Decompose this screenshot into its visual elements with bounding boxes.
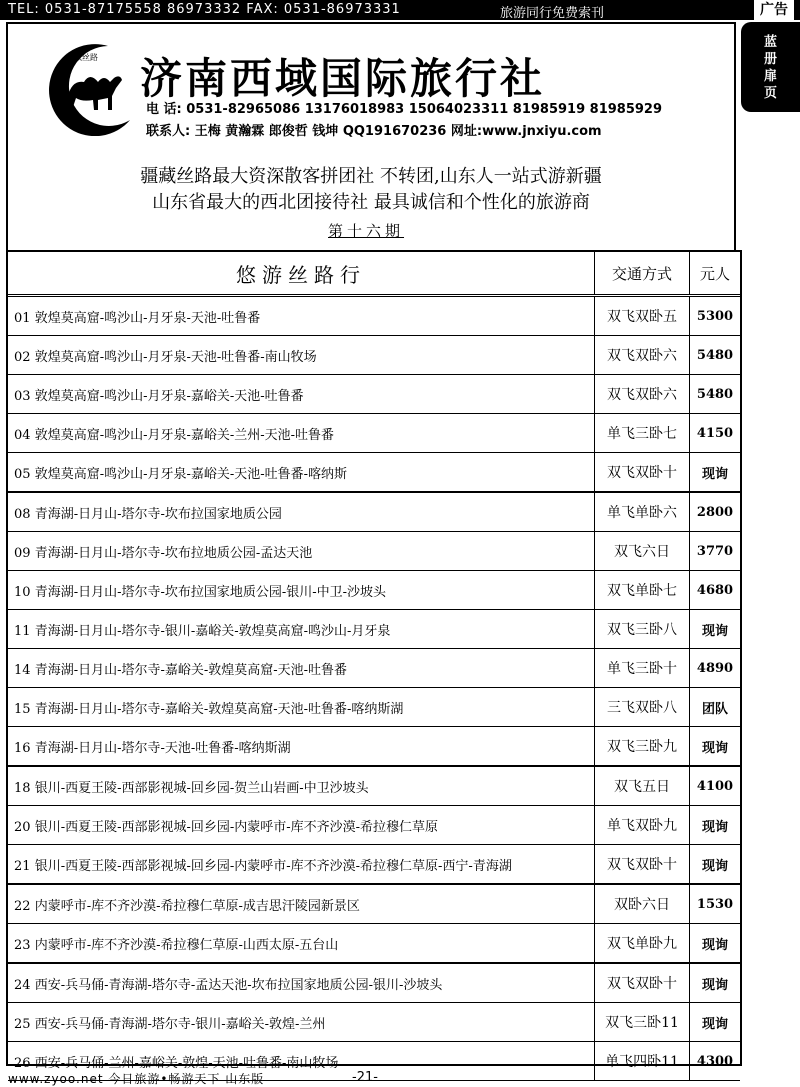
footer-site: www.zyoo.net 今日旅游•畅游天下 山东版 (8, 1072, 265, 1086)
route-number: 10 (14, 584, 31, 600)
route-number: 21 (14, 858, 31, 874)
transport-cell: 双飞三卧八 (595, 610, 690, 649)
price-cell: 5480 (690, 375, 741, 414)
route-cell (8, 963, 595, 1003)
route-cell (8, 375, 595, 414)
price-cell: 4300 (690, 1042, 741, 1081)
transport-cell: 双飞双卧十 (595, 845, 690, 885)
price-cell: 4150 (690, 414, 741, 453)
transport-cell: 单飞双卧九 (595, 806, 690, 845)
table-title: 悠游丝路行 (8, 252, 595, 296)
issue-number: 第十六期 (328, 222, 405, 240)
slogan-line-1: 疆藏丝路最大资深散客拼团社 不转团,山东人一站式游新疆 (140, 166, 602, 187)
route-number: 15 (14, 701, 31, 717)
route-number: 16 (14, 740, 31, 756)
table-row (8, 845, 740, 885)
publication-label: 旅游同行免费索刊 (500, 6, 605, 21)
table-row (8, 727, 740, 767)
table-row (8, 296, 740, 336)
route-text: 敦煌莫高窟-鸣沙山-月牙泉-嘉峪关-兰州-天池-吐鲁番 (34, 427, 335, 443)
route-cell (8, 924, 595, 964)
agency-header (6, 22, 736, 250)
route-text: 敦煌莫高窟-鸣沙山-月牙泉-嘉峪关-天池-吐鲁番-喀纳斯 (34, 466, 348, 482)
route-number: 18 (14, 780, 31, 796)
route-number: 02 (14, 349, 31, 365)
price-cell: 现询 (690, 610, 741, 649)
route-text: 西安-兵马俑-兰州-嘉峪关-敦煌-天池-吐鲁番-南山牧场 (34, 1055, 339, 1071)
price-cell: 现询 (690, 845, 741, 885)
transport-cell: 单飞三卧十 (595, 649, 690, 688)
route-cell (8, 610, 595, 649)
transport-cell: 双飞单卧七 (595, 571, 690, 610)
price-cell: 现询 (690, 1003, 741, 1042)
route-number: 20 (14, 819, 31, 835)
table-row (8, 766, 740, 806)
route-cell (8, 453, 595, 493)
route-number: 08 (14, 506, 31, 522)
route-number: 09 (14, 545, 31, 561)
price-cell: 现询 (690, 924, 741, 964)
price-cell: 2800 (690, 492, 741, 532)
route-number: 03 (14, 388, 31, 404)
transport-cell: 双飞单卧九 (595, 924, 690, 964)
logo-text: 疆藏丝路 (66, 53, 98, 62)
route-text: 敦煌莫高窟-鸣沙山-月牙泉-天池-吐鲁番-南山牧场 (34, 349, 317, 365)
route-text: 敦煌莫高窟-鸣沙山-月牙泉-天池-吐鲁番 (34, 310, 261, 326)
phone-line: 电 话: 0531-82965086 13176018983 15064023311 81985919 81985929 (146, 102, 663, 117)
table-row (8, 649, 740, 688)
route-number: 01 (14, 310, 31, 326)
table-row (8, 806, 740, 845)
table-row (8, 532, 740, 571)
transport-cell: 双飞六日 (595, 532, 690, 571)
route-number: 23 (14, 937, 31, 953)
tour-table (6, 250, 742, 1071)
route-cell (8, 336, 595, 375)
column-header-transport: 交通方式 (595, 252, 690, 296)
price-cell: 5480 (690, 336, 741, 375)
transport-cell: 单飞单卧六 (595, 492, 690, 532)
route-cell (8, 727, 595, 767)
route-cell (8, 649, 595, 688)
contact-numbers: TEL: 0531-87175558 86973332 FAX: 0531-86973331 (8, 2, 401, 17)
route-text: 青海湖-日月山-塔尔寺-嘉峪关-敦煌莫高窟-天池-吐鲁番 (34, 662, 348, 678)
route-text: 青海湖-日月山-塔尔寺-坎布拉国家地质公园-银川-中卫-沙坡头 (34, 584, 387, 600)
section-tab: 蓝 册 扉 页 (741, 22, 800, 112)
route-text: 青海湖-日月山-塔尔寺-坎布拉地质公园-孟达天池 (34, 545, 313, 561)
route-text: 内蒙呼市-库不齐沙漠-希拉穆仁草原-成吉思汗陵园新景区 (34, 898, 360, 914)
route-cell (8, 766, 595, 806)
table-header-row (8, 252, 740, 296)
price-cell: 3770 (690, 532, 741, 571)
footer (0, 1068, 800, 1087)
transport-cell: 双飞三卧九 (595, 727, 690, 767)
transport-cell: 单飞三卧七 (595, 414, 690, 453)
route-cell (8, 532, 595, 571)
route-text: 青海湖-日月山-塔尔寺-银川-嘉峪关-敦煌莫高窟-鸣沙山-月牙泉 (34, 623, 391, 639)
route-number: 14 (14, 662, 31, 678)
route-number: 22 (14, 898, 31, 914)
table-row (8, 571, 740, 610)
price-cell: 团队 (690, 688, 741, 727)
table-row (8, 924, 740, 964)
company-name: 济南西域国际旅行社 (140, 54, 546, 103)
route-text: 青海湖-日月山-塔尔寺-嘉峪关-敦煌莫高窟-天池-吐鲁番-喀纳斯湖 (34, 701, 404, 717)
transport-cell: 双卧六日 (595, 884, 690, 924)
price-cell: 现询 (690, 727, 741, 767)
price-cell: 现询 (690, 963, 741, 1003)
contacts-line: 联系人: 王梅 黄瀚霖 郎俊哲 钱坤 QQ191670236 网址:www.jnxiyu.com (146, 124, 602, 139)
table-row (8, 610, 740, 649)
transport-cell: 双飞双卧十 (595, 963, 690, 1003)
transport-cell: 双飞双卧十 (595, 453, 690, 493)
route-text: 西安-兵马俑-青海湖-塔尔寺-银川-嘉峪关-敦煌-兰州 (34, 1016, 326, 1032)
route-cell (8, 296, 595, 336)
transport-cell: 双飞双卧六 (595, 375, 690, 414)
table-row (8, 688, 740, 727)
top-bar (0, 0, 800, 20)
ad-label: 广告 (754, 0, 794, 20)
table-row (8, 963, 740, 1003)
table-row (8, 453, 740, 493)
transport-cell: 双飞双卧五 (595, 296, 690, 336)
route-cell (8, 492, 595, 532)
route-cell (8, 414, 595, 453)
transport-cell: 单飞四卧11 (595, 1042, 690, 1081)
slogan-line-2: 山东省最大的西北团接待社 最具诚信和个性化的旅游商 (152, 192, 590, 213)
price-cell: 4100 (690, 766, 741, 806)
table-row (8, 336, 740, 375)
table-row (8, 1003, 740, 1042)
page-number: -21- (352, 1070, 378, 1085)
table-row (8, 414, 740, 453)
route-text: 西安-兵马俑-青海湖-塔尔寺-孟达天池-坎布拉国家地质公园-银川-沙坡头 (34, 977, 443, 993)
route-text: 青海湖-日月山-塔尔寺-坎布拉国家地质公园 (34, 506, 282, 522)
route-number: 25 (14, 1016, 31, 1032)
route-cell (8, 571, 595, 610)
route-cell (8, 806, 595, 845)
transport-cell: 双飞三卧11 (595, 1003, 690, 1042)
route-number: 05 (14, 466, 31, 482)
route-cell (8, 845, 595, 885)
route-text: 银川-西夏王陵-西部影视城-回乡园-内蒙呼市-库不齐沙漠-希拉穆仁草原 (34, 819, 439, 835)
table-row (8, 375, 740, 414)
route-cell (8, 688, 595, 727)
price-cell: 4680 (690, 571, 741, 610)
price-cell: 现询 (690, 453, 741, 493)
table-row (8, 492, 740, 532)
route-text: 青海湖-日月山-塔尔寺-天池-吐鲁番-喀纳斯湖 (34, 740, 291, 756)
route-text: 敦煌莫高窟-鸣沙山-月牙泉-嘉峪关-天池-吐鲁番 (34, 388, 304, 404)
route-text: 内蒙呼市-库不齐沙漠-希拉穆仁草原-山西太原-五台山 (34, 937, 339, 953)
route-cell (8, 884, 595, 924)
table-row (8, 884, 740, 924)
price-cell: 现询 (690, 806, 741, 845)
transport-cell: 双飞五日 (595, 766, 690, 806)
route-number: 24 (14, 977, 31, 993)
transport-cell: 双飞双卧六 (595, 336, 690, 375)
route-number: 04 (14, 427, 31, 443)
route-text: 银川-西夏王陵-西部影视城-回乡园-内蒙呼市-库不齐沙漠-希拉穆仁草原-西宁-青海湖 (34, 858, 512, 874)
column-header-price: 元人 (690, 252, 741, 296)
route-number: 11 (14, 623, 31, 639)
price-cell: 4890 (690, 649, 741, 688)
route-number: 26 (14, 1055, 31, 1071)
route-cell (8, 1003, 595, 1042)
route-text: 银川-西夏王陵-西部影视城-回乡园-贺兰山岩画-中卫沙坡头 (34, 780, 369, 796)
transport-cell: 三飞双卧八 (595, 688, 690, 727)
price-cell: 1530 (690, 884, 741, 924)
price-cell: 5300 (690, 296, 741, 336)
